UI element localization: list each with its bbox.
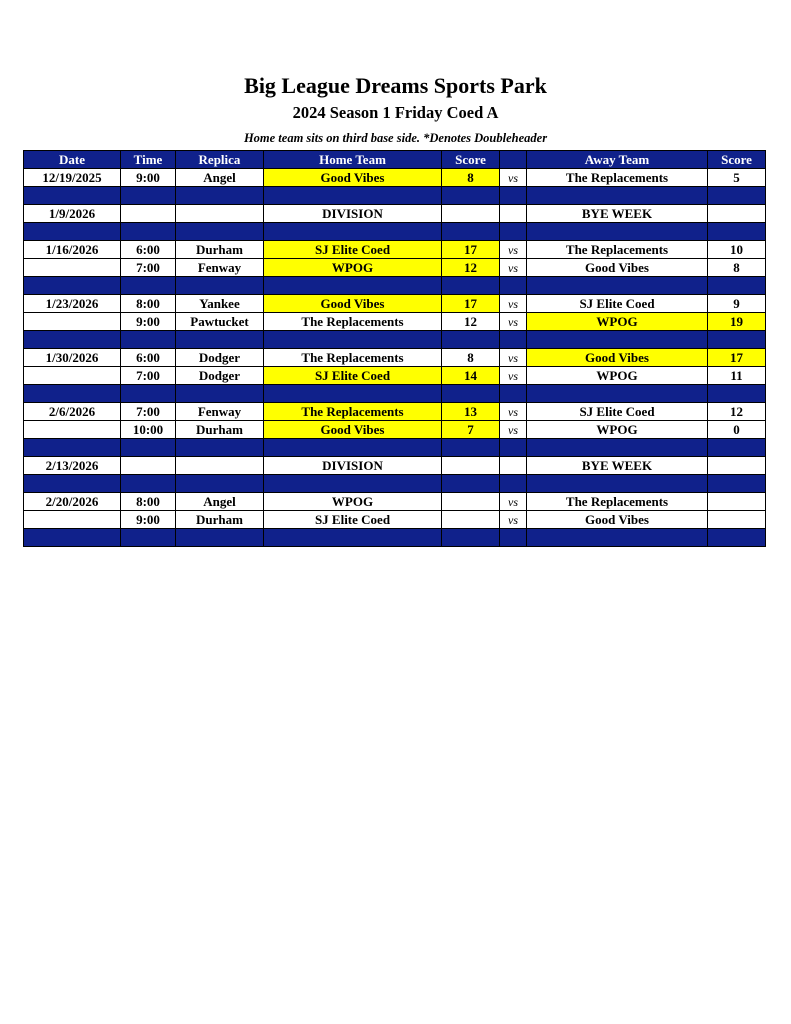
replica-cell: Pawtucket — [176, 313, 264, 331]
separator-cell — [264, 439, 442, 457]
separator-cell — [708, 331, 766, 349]
separator-cell — [121, 187, 176, 205]
game-row — [24, 421, 766, 439]
away-team-cell: The Replacements — [527, 493, 708, 511]
separator-row — [24, 529, 766, 547]
vs-cell: vs — [500, 313, 527, 331]
home-team-cell: The Replacements — [264, 349, 442, 367]
date-cell — [24, 511, 121, 529]
vs-cell: vs — [500, 493, 527, 511]
vs-cell: vs — [500, 511, 527, 529]
separator-cell — [121, 475, 176, 493]
separator-cell — [176, 385, 264, 403]
date-cell: 1/23/2026 — [24, 295, 121, 313]
separator-cell — [264, 529, 442, 547]
separator-cell — [442, 223, 500, 241]
separator-cell — [176, 475, 264, 493]
replica-cell: Durham — [176, 511, 264, 529]
vs-cell: vs — [500, 241, 527, 259]
separator-cell — [121, 223, 176, 241]
vs-cell: vs — [500, 349, 527, 367]
separator-cell — [527, 277, 708, 295]
home-team-cell: SJ Elite Coed — [264, 367, 442, 385]
separator-cell — [442, 529, 500, 547]
separator-cell — [708, 385, 766, 403]
game-row — [24, 493, 766, 511]
col-header-time: Time — [121, 151, 176, 169]
separator-cell — [24, 187, 121, 205]
separator-cell — [527, 529, 708, 547]
home-score-cell: 12 — [442, 313, 500, 331]
separator-cell — [121, 331, 176, 349]
separator-cell — [176, 223, 264, 241]
separator-cell — [500, 439, 527, 457]
page-note: Home team sits on third base side. *Denotes Doubleheader — [243, 131, 548, 145]
date-cell: 2/20/2026 — [24, 493, 121, 511]
away-score-cell: 11 — [708, 367, 766, 385]
separator-cell — [442, 187, 500, 205]
page-title: Big League Dreams Sports Park — [244, 73, 547, 98]
game-row — [24, 205, 766, 223]
game-row — [24, 457, 766, 475]
home-team-cell: SJ Elite Coed — [264, 511, 442, 529]
separator-cell — [121, 385, 176, 403]
vs-cell: vs — [500, 295, 527, 313]
game-row — [24, 241, 766, 259]
col-header-away-team: Away Team — [527, 151, 708, 169]
home-team-cell: SJ Elite Coed — [264, 241, 442, 259]
vs-cell: vs — [500, 367, 527, 385]
away-team-cell: The Replacements — [527, 241, 708, 259]
home-score-cell: 14 — [442, 367, 500, 385]
replica-cell: Angel — [176, 493, 264, 511]
away-team-cell: SJ Elite Coed — [527, 295, 708, 313]
away-score-cell: 17 — [708, 349, 766, 367]
separator-cell — [527, 439, 708, 457]
home-team-cell: WPOG — [264, 259, 442, 277]
away-team-cell: WPOG — [527, 367, 708, 385]
game-row — [24, 367, 766, 385]
separator-cell — [500, 223, 527, 241]
separator-cell — [24, 475, 121, 493]
away-team-cell: The Replacements — [527, 169, 708, 187]
vs-cell: vs — [500, 403, 527, 421]
separator-cell — [527, 475, 708, 493]
separator-cell — [264, 277, 442, 295]
vs-cell — [500, 457, 527, 475]
separator-row — [24, 277, 766, 295]
replica-cell — [176, 205, 264, 223]
separator-cell — [121, 439, 176, 457]
time-cell: 9:00 — [121, 313, 176, 331]
separator-cell — [708, 529, 766, 547]
home-score-cell: 12 — [442, 259, 500, 277]
away-team-cell: Good Vibes — [527, 259, 708, 277]
home-team-cell: Good Vibes — [264, 169, 442, 187]
home-score-cell: 13 — [442, 403, 500, 421]
game-row — [24, 313, 766, 331]
separator-cell — [176, 529, 264, 547]
separator-cell — [442, 385, 500, 403]
game-row — [24, 349, 766, 367]
date-cell: 2/6/2026 — [24, 403, 121, 421]
home-score-cell: 17 — [442, 241, 500, 259]
separator-cell — [264, 385, 442, 403]
date-cell: 2/13/2026 — [24, 457, 121, 475]
separator-cell — [176, 439, 264, 457]
date-cell — [24, 367, 121, 385]
col-header-home-team: Home Team — [264, 151, 442, 169]
away-team-cell: Good Vibes — [527, 511, 708, 529]
replica-cell — [176, 457, 264, 475]
time-cell: 10:00 — [121, 421, 176, 439]
home-team-cell: The Replacements — [264, 313, 442, 331]
away-team-cell: BYE WEEK — [527, 205, 708, 223]
away-team-cell: Good Vibes — [527, 349, 708, 367]
separator-cell — [527, 187, 708, 205]
col-header-home-score: Score — [442, 151, 500, 169]
away-score-cell: 10 — [708, 241, 766, 259]
home-team-cell: DIVISION — [264, 457, 442, 475]
replica-cell: Angel — [176, 169, 264, 187]
separator-cell — [708, 277, 766, 295]
separator-cell — [24, 223, 121, 241]
date-cell: 1/30/2026 — [24, 349, 121, 367]
away-score-cell — [708, 511, 766, 529]
game-row — [24, 403, 766, 421]
away-score-cell: 9 — [708, 295, 766, 313]
home-score-cell: 8 — [442, 169, 500, 187]
replica-cell: Dodger — [176, 349, 264, 367]
separator-cell — [442, 331, 500, 349]
schedule-body — [24, 169, 766, 547]
vs-cell — [500, 205, 527, 223]
separator-cell — [442, 475, 500, 493]
replica-cell: Dodger — [176, 367, 264, 385]
separator-cell — [708, 475, 766, 493]
separator-cell — [708, 187, 766, 205]
replica-cell: Fenway — [176, 259, 264, 277]
time-cell: 7:00 — [121, 403, 176, 421]
home-team-cell: Good Vibes — [264, 421, 442, 439]
home-team-cell: DIVISION — [264, 205, 442, 223]
time-cell — [121, 205, 176, 223]
home-team-cell: Good Vibes — [264, 295, 442, 313]
game-row — [24, 295, 766, 313]
col-header-vs — [500, 151, 527, 169]
vs-cell: vs — [500, 421, 527, 439]
date-cell — [24, 259, 121, 277]
separator-cell — [527, 385, 708, 403]
col-header-date: Date — [24, 151, 121, 169]
separator-cell — [500, 277, 527, 295]
page-subtitle: 2024 Season 1 Friday Coed A — [292, 103, 499, 122]
separator-cell — [264, 187, 442, 205]
separator-cell — [24, 277, 121, 295]
replica-cell: Durham — [176, 241, 264, 259]
away-team-cell: WPOG — [527, 313, 708, 331]
separator-cell — [264, 331, 442, 349]
separator-cell — [121, 277, 176, 295]
separator-cell — [500, 529, 527, 547]
col-header-away-score: Score — [708, 151, 766, 169]
game-row — [24, 259, 766, 277]
date-cell: 1/9/2026 — [24, 205, 121, 223]
time-cell: 9:00 — [121, 511, 176, 529]
away-score-cell: 19 — [708, 313, 766, 331]
col-header-replica: Replica — [176, 151, 264, 169]
home-score-cell: 8 — [442, 349, 500, 367]
separator-row — [24, 223, 766, 241]
separator-cell — [500, 187, 527, 205]
vs-cell: vs — [500, 169, 527, 187]
game-row — [24, 169, 766, 187]
date-cell: 12/19/2025 — [24, 169, 121, 187]
separator-cell — [500, 475, 527, 493]
away-score-cell — [708, 493, 766, 511]
away-team-cell: BYE WEEK — [527, 457, 708, 475]
away-score-cell: 0 — [708, 421, 766, 439]
separator-cell — [24, 529, 121, 547]
separator-cell — [442, 439, 500, 457]
away-score-cell — [708, 205, 766, 223]
away-score-cell: 8 — [708, 259, 766, 277]
separator-cell — [442, 277, 500, 295]
separator-row — [24, 331, 766, 349]
away-score-cell: 12 — [708, 403, 766, 421]
separator-cell — [24, 331, 121, 349]
separator-cell — [24, 385, 121, 403]
separator-row — [24, 439, 766, 457]
separator-cell — [264, 475, 442, 493]
vs-cell: vs — [500, 259, 527, 277]
replica-cell: Durham — [176, 421, 264, 439]
home-score-cell — [442, 493, 500, 511]
home-team-cell: The Replacements — [264, 403, 442, 421]
home-score-cell — [442, 457, 500, 475]
replica-cell: Fenway — [176, 403, 264, 421]
separator-cell — [176, 331, 264, 349]
separator-cell — [176, 277, 264, 295]
time-cell: 9:00 — [121, 169, 176, 187]
separator-cell — [527, 223, 708, 241]
time-cell: 8:00 — [121, 295, 176, 313]
separator-cell — [527, 331, 708, 349]
time-cell: 6:00 — [121, 349, 176, 367]
separator-row — [24, 475, 766, 493]
separator-cell — [264, 223, 442, 241]
home-team-cell: WPOG — [264, 493, 442, 511]
separator-row — [24, 187, 766, 205]
separator-cell — [176, 187, 264, 205]
separator-cell — [708, 223, 766, 241]
home-score-cell — [442, 205, 500, 223]
away-score-cell — [708, 457, 766, 475]
time-cell: 6:00 — [121, 241, 176, 259]
time-cell — [121, 457, 176, 475]
separator-cell — [708, 439, 766, 457]
separator-cell — [500, 331, 527, 349]
time-cell: 7:00 — [121, 259, 176, 277]
time-cell: 8:00 — [121, 493, 176, 511]
home-score-cell: 7 — [442, 421, 500, 439]
time-cell: 7:00 — [121, 367, 176, 385]
date-cell: 1/16/2026 — [24, 241, 121, 259]
game-row — [24, 511, 766, 529]
home-score-cell: 17 — [442, 295, 500, 313]
date-cell — [24, 313, 121, 331]
away-score-cell: 5 — [708, 169, 766, 187]
header-row — [24, 151, 766, 169]
separator-cell — [24, 439, 121, 457]
away-team-cell: WPOG — [527, 421, 708, 439]
separator-cell — [500, 385, 527, 403]
away-team-cell: SJ Elite Coed — [527, 403, 708, 421]
separator-row — [24, 385, 766, 403]
separator-cell — [121, 529, 176, 547]
date-cell — [24, 421, 121, 439]
replica-cell: Yankee — [176, 295, 264, 313]
schedule-table — [23, 150, 766, 547]
home-score-cell — [442, 511, 500, 529]
